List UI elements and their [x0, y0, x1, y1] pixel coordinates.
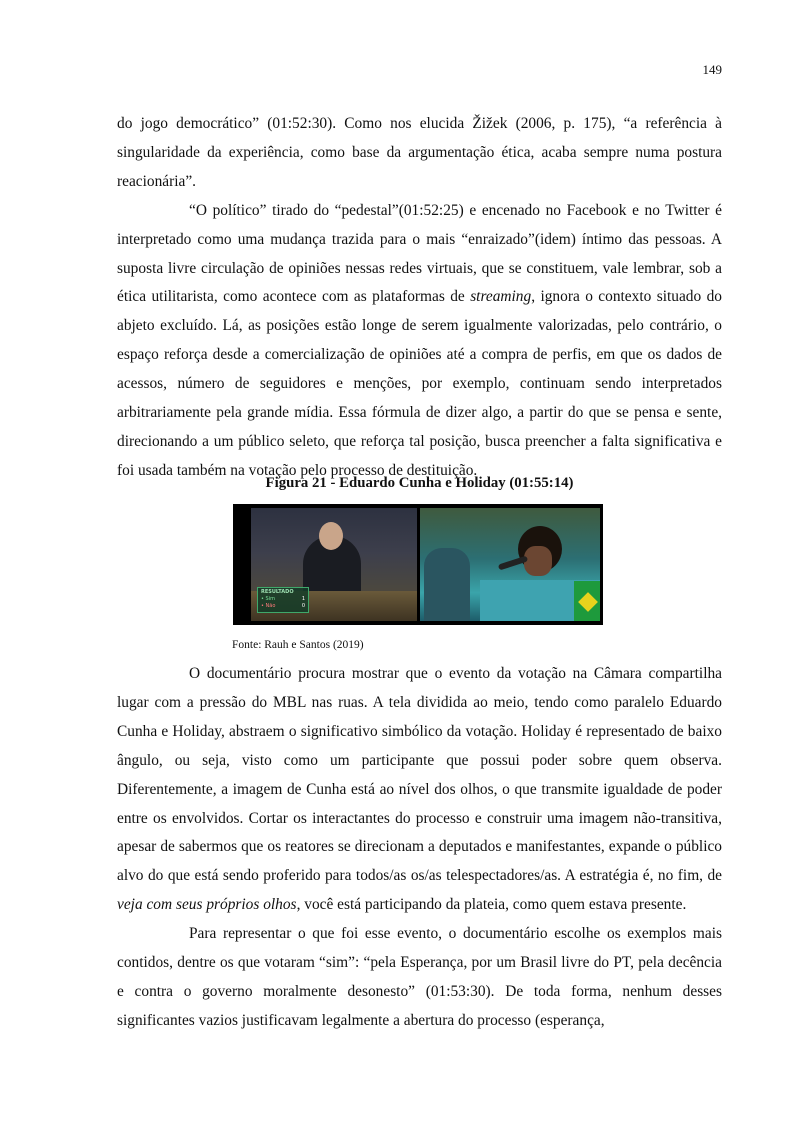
vote-yes-label: • Sim [261, 596, 275, 602]
vote-yes-value: 1 [301, 596, 305, 602]
vote-no-row [261, 603, 305, 610]
vote-no-value: 0 [301, 603, 305, 609]
figure-source: Fonte: Rauh e Santos (2019) [232, 639, 364, 651]
figure-image [233, 504, 603, 625]
figure-caption: Figura 21 - Eduardo Cunha e Holiday (01:55:14) [265, 475, 574, 491]
paragraph-2-text-a: “O político” tirado do “pedestal”(01:52:25) e encenado no Facebook e no Twitter é interpretado como uma mudança trazida para o mais “enraizado”(idem) íntimo das pessoas. A suposta livre circulação de opiniões nessas redes virtuais, que se constituem, vale lembrar, sob a ética utilitarista, como acontece com as plataformas de [117, 201, 722, 306]
paragraph-3-emphasis: veja com seus próprios olhos [117, 896, 297, 914]
holiday-face [524, 546, 552, 576]
vote-result-title: RESULTADO [261, 589, 294, 595]
cunha-panel [251, 508, 417, 621]
vote-yes-row [261, 596, 305, 603]
streaming-emphasis: streaming [470, 288, 532, 306]
page-number: 149 [702, 62, 722, 77]
paragraph-3-text-b: , você está participando da plateia, como quem estava presente. [296, 896, 687, 914]
holiday-panel [420, 508, 600, 621]
brazil-flag [574, 581, 600, 621]
paragraph-4: Para representar o que foi esse evento, o documentário escolhe os exemplos mais contidos, dentre os que votaram “sim”: “pela Esperança, por um Brasil livre do PT, pela decência e contra o governo moralmente desonesto” (01:53:30). De toda forma, nenhum desses significantes vazios justificavam legalmente a abertura do processo (esperança, [117, 925, 722, 1029]
paragraph-2-text-b: , ignora o contexto situado do abjeto excluído. Lá, as posições estão longe de serem igualmente valorizadas, pelo contrário, o espaço reforça desde a comercialização de opiniões até a compra de perfis, em que os dados de acessos, número de seguidores e menções, por exemplo, continuam sendo interpretados arbitrariamente pela grande mídia. Essa fórmula de dizer algo, a partir do que se pensa e sente, direcionando a um público seleto, que reforça tal posição, busca preencher a falta significativa e foi usada também na votação pelo processo de destituição. [117, 288, 722, 479]
paragraph-2 [117, 197, 722, 486]
paragraph-3-text-a: O documentário procura mostrar que o evento da votação na Câmara compartilha lugar com a pressão do MBL nas ruas. A tela dividida ao meio, tendo como paralelo Eduardo Cunha e Holiday, abstraem o significativo simbólico da votação. Holiday é representado de baixo ângulo, ou seja, visto como um participante que possui poder sobre quem observa. Diferentemente, a imagem de Cunha está ao nível dos olhos, o que transmite igualdade de poder entre os envolvidos. Cortar os interactantes do processo e construir uma imagem não-transitiva, apesar de sabermos que os reatores se direcionam a deputados e manifestantes, expande o público alvo do que está sendo proferido para todos/as os/as telespectadores/as. A estratégia é, no fim, de [117, 665, 722, 885]
vote-no-label: • Não [261, 603, 276, 609]
text-block-bottom [117, 660, 722, 1036]
flag-diamond [578, 592, 598, 612]
text-block-top [117, 110, 722, 486]
paragraph-3 [117, 660, 722, 920]
paragraph-1: do jogo democrático” (01:52:30). Como nos elucida Žižek (2006, p. 175), “a referência à singularidade da experiência, como base da argumentação ética, acaba sempre numa postura reacionária”. [117, 115, 722, 190]
crowd-figure [424, 548, 470, 621]
cunha-head [319, 522, 343, 550]
vote-result-box [257, 587, 309, 613]
